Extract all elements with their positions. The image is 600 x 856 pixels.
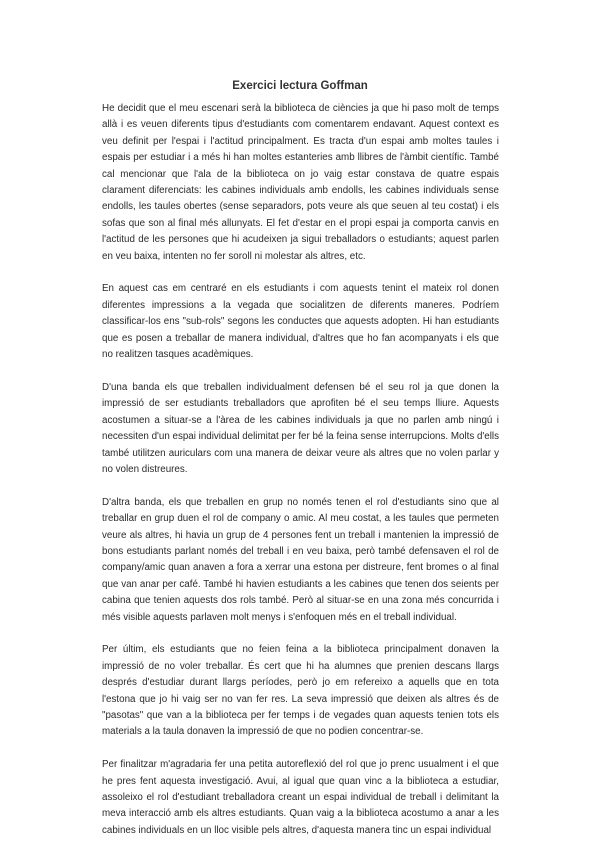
paragraph-5: Per últim, els estudiants que no feien feina a la biblioteca principalment donaven la impressió de no voler treballar. És cert que hi ha alumnes que prenien descans llargs després d'estudiar durant llargs períodes, però jo em refereixo a aquells que en tota l'estona que jo hi vaig ser no van fer res. La seva impressió que deixen als altres és de "pasotas" que van a la biblioteca per fer temps i de vegades quan aquests tenien tots els materials a la taula donaven la impressió de que no podien concentrar-se. — [102, 644, 499, 738]
paragraph-2: En aquest cas em centraré en els estudiants i com aquests tenint el mateix rol donen diferentes impressions a la vegada que socialitzen de diferents maneres. Podríem classificar-los ens "sub-rols" segons les conductes que aquests adopten. Hi han estudiants que es posen a treballar de manera individual, d'altres que ho fan acompanyats i els que no realitzen tasques acadèmiques. — [102, 283, 499, 361]
paragraph-6: Per finalitzar m'agradaria fer una petita autoreflexió del rol que jo prenc usualment i el que he pres fent aquesta investigació. Avui, al igual que quan vinc a la biblioteca a estudiar, assoleixo el rol d'estudiant treballadora creant un espai individual de treball i delimitant la meva interacció amb els altres estudiants. Quan vaig a la biblioteca acostumo a anar a les cabines individuals en un lloc visible pels altres, d'aquesta manera tinc un espai individual — [102, 759, 499, 836]
document-body — [102, 101, 499, 856]
paragraph-3: D'una banda els que treballen individualment defensen bé el seu rol ja que donen la impressió de ser estudiants treballadors que aprofiten bé el seu temps lliure. Aquests acostumen a situar-se a l'àrea de les cabines individuals ja que no parlen amb ningú i necessiten d'un espai individual delimitat per fer bé la feina sense interrupcions. Molts d'ells també utilitzen auriculars com una manera de deixar veure als altres que no volen parlar y no volen distreures. — [102, 381, 499, 475]
paragraph-1: He decidit que el meu escenari serà la biblioteca de ciències ja que hi paso molt de temps allà i es veuen diferents tipus d'estudiants com comentarem endavant. Aquest context es veu definit per l'espai i l'actitud principalment. Es tracta d'un espai amb moltes taules i espais per estudiar i a més hi han moltes estanteries amb llibres de l'àmbit científic. També cal mencionar que l'ala de la biblioteca on jo vaig estar constava de quatre espais clarament diferenciats: les cabines individuals amb endolls, les cabines individuals sense endolls, les taules obertes (sense separadors, pots veure als que seuen al teu costat) i els sofas que son al final més allunyats. El fet d'estar en el propi espai ja comporta canvis en l'actitud de les persones que hi acudeixen ja sigui treballadors o estudiants; aquest parlen en veu baixa, intenten no fer soroll ni molestar als altres, etc. — [102, 103, 499, 262]
document-title: Exercici lectura Goffman — [232, 80, 368, 92]
paragraph-4: D'altra banda, els que treballen en grup no només tenen el rol d'estudiants sino que al treballar en grup duen el rol de company o amic. Al meu costat, a les taules que permeten veure als altres, hi havia un grup de 4 persones fent un treball i mantenien la impressió de bons estudiants parlant només del treball i en veu baixa, però també defensaven el rol de company/amic quan anaven a fora a xerrar una estona per distreure, fent bromes o al final que van anar per café. També hi havien estudiants a les cabines que tenen dos seients per cabina que tenien aquests dos rols també. Però al situar-se en una zona més concurrida i més visible aquests parlaven molt menys i s'enfoquen més en el treball individual. — [102, 496, 499, 623]
